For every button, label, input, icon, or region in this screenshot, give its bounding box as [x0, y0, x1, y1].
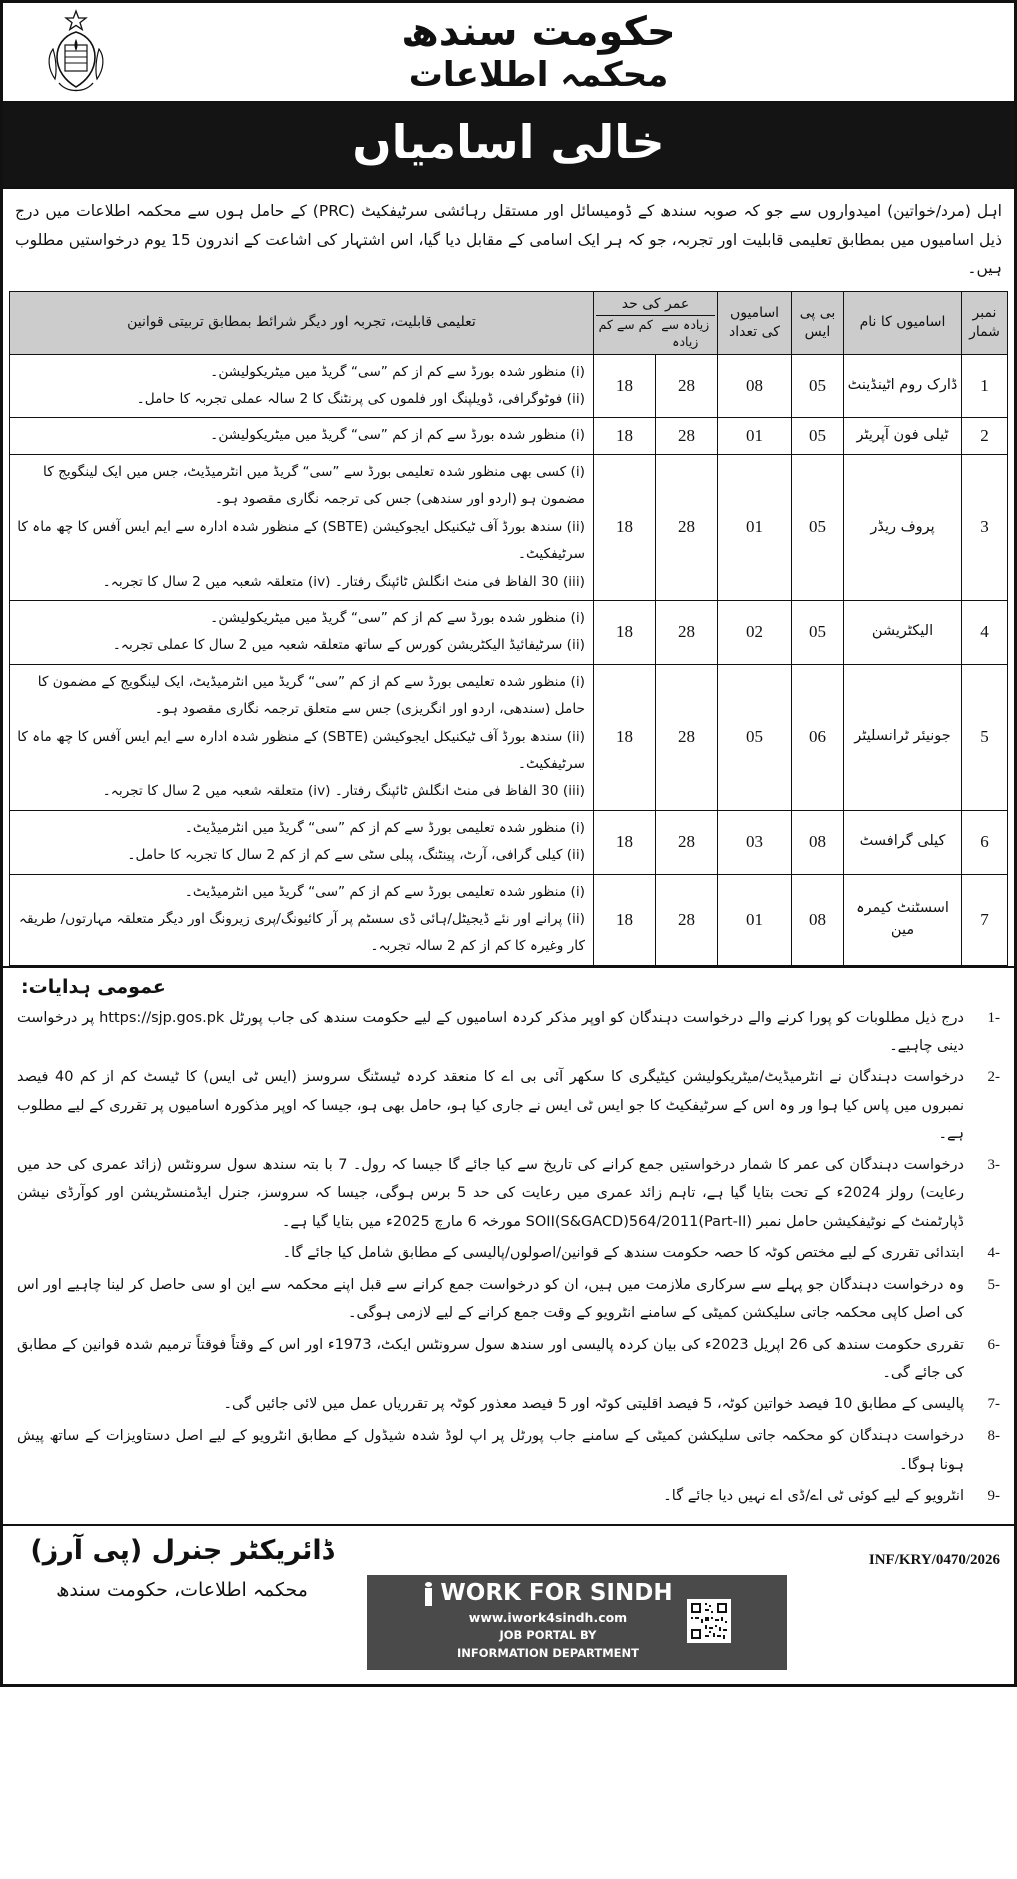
qualification-line: (i) منظور شدہ بورڈ سے کم از کم ”سی“ گریڈ میں میٹریکولیشن۔: [210, 363, 585, 380]
cell-bps: 05: [792, 354, 844, 418]
instruction-number: 6-: [987, 1336, 1000, 1353]
header-bps: بی پی ایس: [792, 292, 844, 355]
instruction-text: درخواست دہندگان کو محکمہ جاتی سلیکشن کمیٹی کے سامنے جاب پورٹل پر اپ لوڈ شدہ شیڈول کے مطابق انٹرویو کے لیے اصل دستاویزات کے ساتھ پیش ہونا ہوگا۔: [17, 1428, 964, 1473]
footer-right: [347, 1534, 1000, 1669]
vacancies-banner: [0, 101, 1017, 187]
table-row: [10, 418, 1008, 454]
general-instructions-section: [0, 966, 1017, 1524]
iwork-banner-title: WORK FOR SINDH: [440, 1580, 673, 1607]
qualification-line: (ii) کیلی گرافی، آرٹ، پینٹنگ، پبلی سٹی سے کم از کم 2 سال کا تجربہ کا حامل۔: [127, 847, 585, 864]
qualification-line: (i) منظور شدہ تعلیمی بورڈ سے کم از کم ”سی“ گریڈ میں انٹرمیڈیٹ۔: [184, 819, 585, 836]
masthead: [0, 0, 1017, 101]
instruction-text: درخواست دہندگان کی عمر کا شمار درخواستیں جمع کرانے کی تاریخ سے کیا جائے گا جیسا کہ رول۔ 7 با بتہ سندھ سول سرونٹس (زائد عمری کی حد میں رعایت) رولز 2024ء کے تحت بتایا گیا ہے، تاہم زائد عمری میں رعایت کی حد 5 برس ہوگی، جیسا کہ سروسز، جنرل ایڈمنسٹریشن اور کوآرڈی نیشن ڈپارٹمنٹ کے نوٹیفکیشن حامل نمبر SOII(S&GACD)564/2011(Part-II) مورخہ 6 مارچ 2025ء میں بتایا گیا ہے۔: [17, 1157, 965, 1230]
qualification-line: (ii) فوٹوگرافی، ڈویلپنگ اور فلموں کی پرنٹنگ کا 2 سالہ عملی تجربہ کا حامل۔: [136, 391, 585, 408]
instruction-text: تقرری حکومت سندھ کی 26 اپریل 2023ء کی بیان کردہ پالیسی اور سندھ سول سرونٹس ایکٹ، 1973ء اور اس کے وقتاً فوقتاً ترمیم شدہ قوانین کے مطابق کی جائے گی۔: [17, 1336, 964, 1381]
cell-serial-number: 4: [962, 600, 1008, 664]
cell-age-maximum: 28: [656, 810, 718, 874]
instruction-number: 5-: [987, 1277, 1000, 1294]
qualification-line: (i) منظور شدہ بورڈ سے کم از کم ”سی“ گریڈ میں میٹریکولیشن۔: [210, 609, 585, 626]
signatory-title: ڈائریکٹر جنرل (پی آرز): [30, 1535, 334, 1567]
cell-serial-number: 2: [962, 418, 1008, 454]
cell-serial-number: 1: [962, 354, 1008, 418]
header-qualification: تعلیمی قابلیت، تجربہ اور دیگر شرائط بمطابق تربیتی قوانین: [10, 292, 594, 355]
cell-qualifications: [10, 664, 594, 810]
qualification-line: (ii) سرٹیفائیڈ الیکٹریشن کورس کے ساتھ متعلقہ شعبہ میں 2 سال کا عملی تجربہ۔: [112, 637, 585, 654]
cell-qualifications: [10, 600, 594, 664]
instruction-item: [17, 1482, 1000, 1511]
cell-qualifications: [10, 810, 594, 874]
cell-serial-number: 3: [962, 454, 1008, 600]
instruction-item: [17, 1271, 1000, 1328]
qualification-line: (i) منظور شدہ تعلیمی بورڈ سے کم از کم ”سی“ گریڈ میں انٹرمیڈیٹ۔: [184, 883, 585, 900]
qualification-line: (iii) 30 الفاظ فی منٹ انگلش ٹائپنگ رفتار۔ (iv) متعلقہ شعبہ میں 2 سال کا تجربہ۔: [102, 573, 585, 590]
qualification-line: (ii) پرانے اور نئے ڈیجیٹل/ہائی ڈی سسٹم پر آر کائیونگ/پری زیرونگ اور دیگر متعلقہ مہارتوں/ طریقہ کار وغیرہ کا کم از کم 2 سالہ تجربہ۔: [19, 910, 585, 955]
department-name: محکمہ اطلاعات: [408, 55, 669, 96]
cell-serial-number: 5: [962, 664, 1008, 810]
cell-age-minimum: 18: [593, 664, 655, 810]
cell-serial-number: 6: [962, 810, 1008, 874]
instruction-number: 8-: [987, 1428, 1000, 1445]
instruction-item: [17, 1422, 1000, 1479]
vacancy-table: [9, 291, 1008, 966]
cell-age-minimum: 18: [593, 600, 655, 664]
qualification-line: (i) منظور شدہ بورڈ سے کم از کم ”سی“ گریڈ میں میٹریکولیشن۔: [210, 427, 585, 444]
cell-bps: 05: [792, 600, 844, 664]
header-sno: نمبر شمار: [962, 292, 1008, 355]
instruction-number: 3-: [987, 1157, 1000, 1174]
cell-age-maximum: 28: [656, 354, 718, 418]
instruction-text: وہ درخواست دہندگان جو پہلے سے سرکاری ملازمت میں ہیں، ان کو درخواست جمع کرانے سے قبل اپنے محکمہ سے این او سی حاصل کر لینا چاہیے اور اس کی اصل کاپی محکمہ جاتی سلیکشن کمیٹی کے سامنے انٹرویو کے وقت جمع کرانے کے لیے لازمی ہوگی۔: [17, 1277, 964, 1322]
instruction-number: 1-: [987, 1009, 1000, 1026]
instruction-item: [17, 1239, 1000, 1268]
cell-vacancy-count: 01: [718, 418, 792, 454]
intro-paragraph: اہل (مرد/خواتین) امیدواروں سے جو کہ صوبہ سندھ کے ڈومیسائل اور مستقل رہائشی سرٹیفکیٹ (PRC) کے حامل ہوں سے محکمہ اطلاعات میں درج ذیل اسامیوں میں بمطابق تعلیمی قابلیت اور تجربہ، جو کہ ہر ایک اسامی کے مقابل دیا گیا، اس اشتہار کی اشاعت کے اندرون 15 یوم درخواستیں مطلوب ہیں۔: [15, 202, 1002, 278]
cell-age-maximum: 28: [656, 454, 718, 600]
vacancy-table-head: [10, 292, 1008, 355]
cell-age-minimum: 18: [593, 418, 655, 454]
cell-age-minimum: 18: [593, 874, 655, 965]
instructions-title: عمومی ہدایات:: [21, 975, 166, 998]
instruction-text: درخواست دہندگان نے انٹرمیڈیٹ/میٹریکولیشن کیٹیگری کا سکھر آئی بی اے کا منعقد کردہ ٹیسٹنگ سروسز (ایس ٹی ایس) کا ٹیسٹ کم از کم 40 فیصد نمبروں میں پاس کیا ہوا ور وہ اس کے سرٹیفکیٹ کا جو ایس ٹی ایس نے جاری کیا ہو، حامل بھی ہو، جیسا کہ اوپر مذکورہ اسامیوں پر تقرری کے لیے مطلوب ہے۔: [17, 1069, 965, 1142]
cell-age-minimum: 18: [593, 354, 655, 418]
cell-qualifications: [10, 418, 594, 454]
cell-vacancy-count: 08: [718, 354, 792, 418]
cell-vacancy-count: 02: [718, 600, 792, 664]
intro-section: [0, 187, 1017, 291]
header-age-limit: [593, 292, 717, 355]
cell-age-maximum: 28: [656, 418, 718, 454]
instruction-item: [17, 1331, 1000, 1388]
instruction-text: پالیسی کے مطابق 10 فیصد خواتین کوٹہ، 5 فیصد اقلیتی کوٹہ اور 5 فیصد معذور کوٹہ پر تقرریاں عمل میں لائی جائیں گی۔: [223, 1396, 964, 1413]
instructions-list: [17, 1004, 1000, 1511]
table-row: [10, 354, 1008, 418]
cell-age-minimum: 18: [593, 810, 655, 874]
iwork-banner-title-row: [423, 1581, 672, 1606]
header-vacancy-count: اسامیوں کی تعداد: [718, 292, 792, 355]
instruction-text: درج ذیل مطلوبات کو پورا کرنے والے درخواست دہندگان کو اوپر مذکر کردہ اسامیوں کے لیے حکومت سندھ کی جاب پورٹل https://sjp.gos.pk پر درخواست دینی چاہیے۔: [17, 1009, 964, 1055]
cell-qualifications: [10, 874, 594, 965]
cell-post-name: الیکٹریشن: [844, 600, 962, 664]
cell-vacancy-count: 01: [718, 874, 792, 965]
signatory-block: [17, 1534, 347, 1602]
vacancy-table-wrapper: [0, 291, 1017, 966]
cell-vacancy-count: 01: [718, 454, 792, 600]
cell-age-minimum: 18: [593, 454, 655, 600]
instruction-item: [17, 1004, 1000, 1061]
instruction-text: انٹرویو کے لیے کوئی ٹی اے/ڈی اے نہیں دیا جائے گا۔: [663, 1488, 964, 1504]
cell-bps: 05: [792, 418, 844, 454]
table-row: [10, 874, 1008, 965]
iwork-banner-url[interactable]: www.iwork4sindh.com: [468, 1609, 628, 1625]
cell-bps: 06: [792, 664, 844, 810]
vacancy-table-body: [10, 354, 1008, 965]
table-row: [10, 600, 1008, 664]
qualification-line: (iii) 30 الفاظ فی منٹ انگلش ٹائپنگ رفتار۔ (iv) متعلقہ شعبہ میں 2 سال کا تجربہ۔: [102, 783, 585, 800]
instruction-text: ابتدائی تقرری کے لیے مختص کوٹہ کا حصہ حکومت سندھ کے قوانین/اصولوں/پالیسی کے مطابق شامل کیا جائے گا۔: [282, 1244, 964, 1261]
qr-code-icon[interactable]: [687, 1599, 731, 1643]
instruction-item: [17, 1151, 1000, 1236]
cell-bps: 08: [792, 874, 844, 965]
header-age-limit-label: عمر کی حد: [596, 295, 715, 316]
instruction-number: 9-: [987, 1488, 1000, 1504]
vacancy-table-header-row: [10, 292, 1008, 355]
footer-section: [0, 1524, 1017, 1686]
cell-vacancy-count: 03: [718, 810, 792, 874]
iwork-for-sindh-banner[interactable]: [367, 1575, 787, 1669]
qualification-line: (i) منظور شدہ تعلیمی بورڈ سے کم از کم ”سی“ گریڈ میں انٹرمیڈیٹ، ایک لینگویج کے مضمون کا حامل (سندھی، اردو اور انگریزی) جس سے متعلق ترجمہ نگاری مقصود ہو۔: [37, 673, 585, 718]
instruction-number: 4-: [987, 1244, 1000, 1261]
cell-age-maximum: 28: [656, 874, 718, 965]
table-row: [10, 810, 1008, 874]
header-age-min: کم سے کم: [598, 316, 653, 332]
signatory-department: محکمہ اطلاعات، حکومت سندھ: [56, 1579, 308, 1601]
cell-vacancy-count: 05: [718, 664, 792, 810]
instruction-item: [17, 1390, 1000, 1419]
iwork-i-logo-icon: [423, 1582, 435, 1606]
qualification-line: (ii) سندھ بورڈ آف ٹیکنیکل ایجوکیشن (SBTE) کے منظور شدہ ادارہ سے ایم ایس آفس کا چھ ماہ کا سرٹیفکیٹ۔: [17, 728, 585, 772]
masthead-titles: [117, 10, 1000, 95]
table-row: [10, 664, 1008, 810]
cell-age-maximum: 28: [656, 664, 718, 810]
cell-qualifications: [10, 354, 594, 418]
government-name: حکومت سندھ: [401, 9, 676, 56]
iwork-banner-subtitle-1: JOB PORTAL BY: [499, 1627, 597, 1642]
iwork-banner-text: [423, 1581, 672, 1661]
cell-qualifications: [10, 454, 594, 600]
qualification-line: (i) کسی بھی منظور شدہ تعلیمی بورڈ سے ”سی“ گریڈ میں انٹرمیڈیٹ، جس میں ایک لینگویج کا مضمون ہو (اردو اور سندھی) جس کی ترجمہ نگاری مقصود ہو۔: [43, 463, 585, 508]
vacancies-banner-title: خالی اسامیاں: [352, 115, 665, 169]
cell-post-name: اسسٹنٹ کیمرہ مین: [844, 874, 962, 965]
instruction-number: 7-: [987, 1396, 1000, 1413]
header-age-max: زیادہ سے زیادہ: [661, 316, 710, 349]
cell-serial-number: 7: [962, 874, 1008, 965]
instruction-item: [17, 1063, 1000, 1148]
cell-post-name: ڈارک روم اٹینڈینٹ: [844, 354, 962, 418]
instruction-number: 2-: [987, 1069, 1000, 1086]
inf-reference-code: INF/KRY/0470/2026: [868, 1552, 1000, 1569]
cell-post-name: کیلی گرافسٹ: [844, 810, 962, 874]
cell-bps: 08: [792, 810, 844, 874]
cell-age-maximum: 28: [656, 600, 718, 664]
table-row: [10, 454, 1008, 600]
cell-post-name: جونیئر ٹرانسلیٹر: [844, 664, 962, 810]
iwork-banner-subtitle-2: INFORMATION DEPARTMENT: [457, 1646, 639, 1661]
qualification-line: (ii) سندھ بورڈ آف ٹیکنیکل ایجوکیشن (SBTE) کے منظور شدہ ادارہ سے ایم ایس آفس کا چھ ماہ کا سرٹیفکیٹ۔: [17, 518, 585, 563]
cell-bps: 05: [792, 454, 844, 600]
cell-post-name: ٹیلی فون آپریٹر: [844, 418, 962, 454]
header-post-name: اسامیوں کا نام: [844, 292, 962, 355]
sindh-government-crest-icon: [35, 9, 117, 97]
cell-post-name: پروف ریڈر: [844, 454, 962, 600]
